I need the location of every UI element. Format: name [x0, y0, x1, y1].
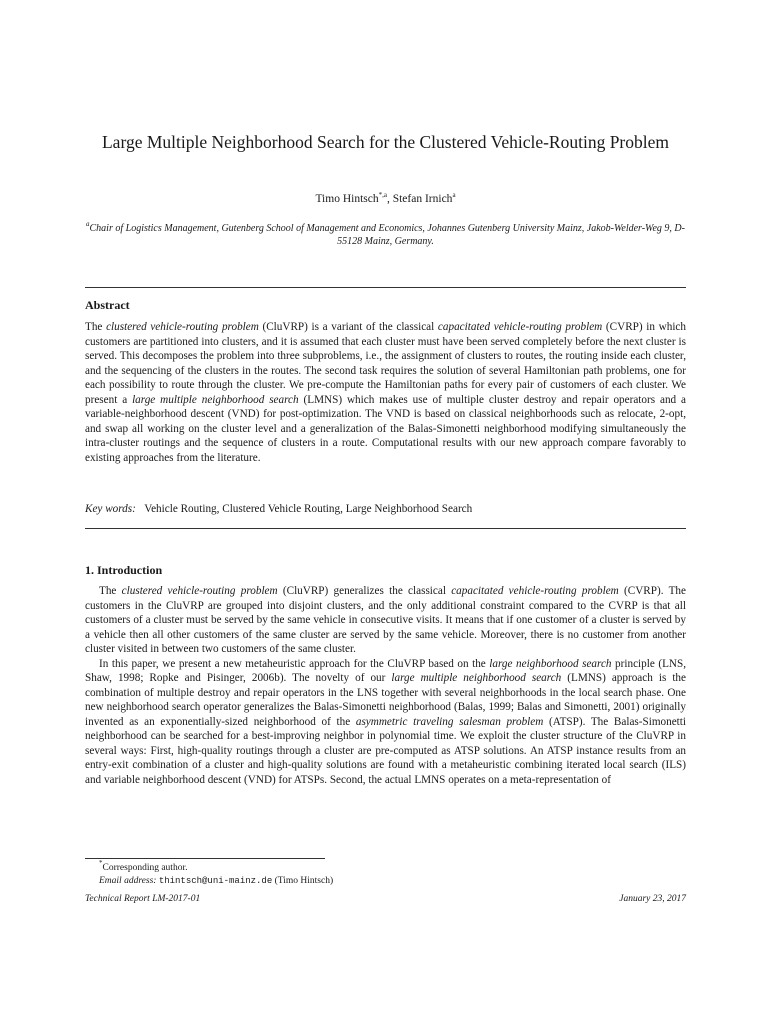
author-marks: a [452, 191, 456, 199]
intro-paragraph-2 [85, 657, 686, 788]
introduction-body [85, 584, 686, 787]
paper-title: Large Multiple Neighborhood Search for the Clustered Vehicle-Routing Problem [101, 132, 669, 152]
intro-text: principle (LNS, Shaw, 1998; Ropke and Pisinger, 2006b). The novelty of our [85, 657, 686, 684]
email-owner: (Timo Hintsch) [274, 876, 334, 886]
keywords-value: Vehicle Routing, Clustered Vehicle Routing, Large Neighborhood Search [144, 503, 473, 515]
author-line [85, 193, 686, 205]
intro-emphasis: large neighborhood search [489, 657, 612, 670]
intro-paragraph-1 [85, 584, 686, 657]
intro-emphasis: large multiple neighborhood search [391, 672, 562, 684]
keywords [85, 503, 686, 515]
page-footer [85, 894, 686, 904]
report-number: Technical Report LM-2017-01 [85, 894, 201, 904]
affiliation-text: Chair of Logistics Management, Gutenberg School of Management and Economics, Johannes Gutenberg University Mainz, Jakob-Welder-Weg 9, D-55128 Mainz, Germany. [89, 223, 685, 247]
abstract-text: The [85, 321, 107, 333]
abstract-text: (CVRP) in which customers are partitioned into clusters, and it is assumed that each cluster must have been served completely before the next cluster is served. This decomposes the problem into three subproblems, i.e., the assignment of clusters to routes, the routing inside each cluster, and the sequencing of the clusters in the routes. The second task requires the solution of several Hamiltonian path problems, one for each possibility to route through the cluster. We pre-compute the Hamiltonian paths for every pair of customers of each cluster. We present a [85, 321, 686, 406]
intro-text: (ATSP). The Balas-Simonetti neighborhood can be searched for a best-improving neighbor in polynomial time. We exploit the cluster structure of the CluVRP in several ways: First, high-quality routings through a cluster are pre-computed as ATSP solutions. An ATSP instance results from an entry-exit combination of a cluster and high-quality solutions are found with a metaheuristic combining iterated local search (ILS) and variable neighborhood descent (VND) for ATSPs. Second, the actual LMNS operates on a meta-representation of [85, 715, 687, 786]
abstract-body [85, 320, 686, 465]
report-date: January 23, 2017 [619, 894, 686, 904]
author-separator: , [386, 193, 393, 205]
author-name: Stefan Irnich [392, 193, 453, 205]
abstract-heading: Abstract [85, 298, 130, 312]
intro-text: In this paper, we present a new metaheuristic approach for the CluVRP based on the [99, 657, 490, 670]
abstract-emphasis: clustered vehicle-routing problem [106, 321, 259, 333]
intro-emphasis: clustered vehicle-routing problem [121, 585, 278, 597]
section-heading: 1. Introduction [85, 563, 163, 577]
abstract-emphasis: large multiple neighborhood search [132, 393, 299, 406]
affiliation [85, 222, 686, 248]
abstract-text: (CluVRP) is a variant of the classical [258, 321, 438, 333]
footnote-rule [85, 858, 325, 859]
abstract-top-rule [85, 287, 686, 288]
abstract-emphasis: capacitated vehicle-routing problem [437, 321, 603, 333]
intro-text: (CluVRP) generalizes the classical [277, 585, 452, 597]
email-label: Email address: [99, 876, 157, 886]
intro-text: The [99, 585, 122, 597]
footnote [99, 859, 334, 888]
affiliation-mark: a [86, 220, 90, 228]
abstract-text: (LMNS) which makes use of multiple cluster destroy and repair operators and a variable-neighborhood descent (VND) for post-optimization. The VND is based on classical neighborhoods such as relocate, 2-opt, and swap all working on the cluster level and a generalization of the Balas-Simonetti neighborhood modifying simultaneously the intra-cluster routings and the sequence of clusters in a route. Computational results with our new approach compare favorably to existing approaches from the literature. [85, 393, 686, 464]
intro-emphasis: asymmetric traveling salesman problem [355, 715, 544, 728]
footnote-mark: * [99, 859, 103, 867]
abstract-bottom-rule [85, 528, 686, 529]
author-name: Timo Hintsch [315, 193, 379, 205]
keywords-label: Key words: [85, 503, 136, 515]
intro-text: (CVRP). The customers in the CluVRP are grouped into disjoint clusters, and the only additional constraint compared to the CVRP is that all customers of a cluster must be served by the same vehicle in consecutive visits. It means that if one customer of a cluster is served by a vehicle then all other customers of the same cluster are served by the same vehicle. Moreover, there is no customer from another cluster visited in between two customers of the same cluster. [85, 585, 686, 655]
author-marks: *,a [378, 191, 387, 199]
intro-text: (LMNS) approach is the combination of multiple destroy and repair operators in the LNS together with several neighborhoods in the local search phase. One new neighborhood search operator generalizes the Balas-Simonetti neighborhood (Balas, 1999; Balas and Simonetti, 2001) originally invented as an exponentially-sized neighborhood of the [85, 672, 686, 728]
email-link[interactable]: thintsch@uni-mainz.de [158, 876, 273, 886]
footnote-text: Corresponding author. [102, 863, 188, 873]
intro-emphasis: capacitated vehicle-routing problem [451, 585, 619, 597]
